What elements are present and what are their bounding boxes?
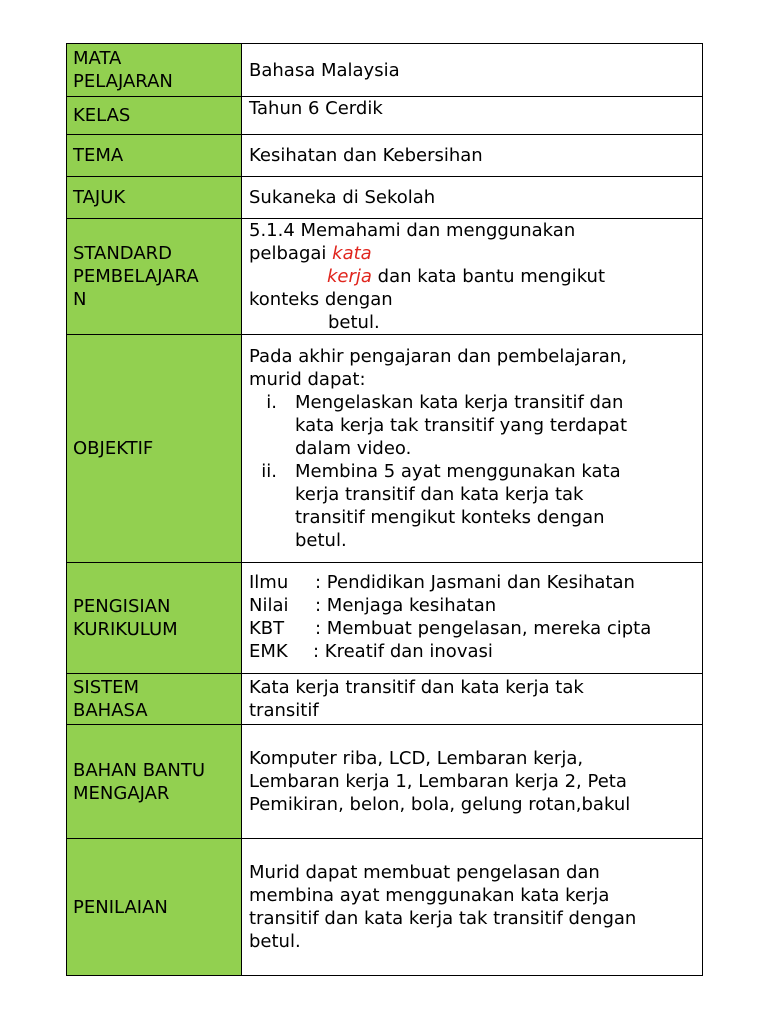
value-standard-pembelajaran (242, 219, 703, 335)
pengisian-key: EMK (249, 641, 288, 662)
value-bahan-bantu-mengajar (242, 725, 703, 839)
value-sistem-bahasa (242, 674, 703, 725)
label-line: SISTEM (73, 677, 140, 698)
label-tema: TEMA (67, 135, 242, 177)
label-sistem-bahasa (67, 674, 242, 725)
label-line: MENGAJAR (73, 782, 170, 804)
objektif-item-line: kata kerja tak transitif yang terdapat (295, 415, 628, 436)
row-tajuk (67, 177, 703, 219)
objektif-intro-line: murid dapat: (249, 369, 366, 390)
label-line: PEMBELAJARA (73, 266, 199, 287)
bahan-bantu-line: Pemikiran, belon, bola, gelung rotan,bakul (249, 794, 631, 815)
row-objektif (67, 335, 703, 563)
highlight-kerja: kerja (327, 266, 372, 287)
label-pengisian-kurikulum (67, 563, 242, 674)
pengisian-value: : Menjaga kesihatan (315, 595, 497, 616)
standard-line-3 (249, 265, 696, 288)
row-kelas (67, 97, 703, 135)
row-tema (67, 135, 703, 177)
pengisian-key: Ilmu (249, 572, 289, 593)
objektif-item-line: kerja transitif dan kata kerja tak (295, 484, 584, 505)
label-tajuk: TAJUK (67, 177, 242, 219)
penilaian-line: Murid dapat membuat pengelasan dan (249, 862, 600, 883)
objektif-item-number: i. (266, 392, 277, 413)
label-line: PELAJARAN (73, 71, 173, 92)
label-bahan-bantu-mengajar (67, 725, 242, 839)
bahan-bantu-line: Komputer riba, LCD, Lembaran kerja, (249, 748, 584, 769)
objektif-item-number: ii. (261, 461, 277, 482)
objektif-list (249, 391, 696, 552)
objektif-item-line: betul. (295, 530, 347, 551)
standard-line-5: betul. (328, 312, 380, 333)
standard-text: pelbagai (249, 243, 333, 264)
bahan-bantu-line: Lembaran kerja 1, Lembaran kerja 2, Peta (249, 771, 627, 792)
value-kelas (242, 97, 703, 135)
row-mata-pelajaran (67, 44, 703, 97)
pengisian-value: : Kreatif dan inovasi (313, 641, 493, 662)
label-standard-pembelajaran (67, 219, 242, 335)
kelas-text: Tahun 6 Cerdik (249, 98, 383, 119)
row-sistem-bahasa (67, 674, 703, 725)
row-bahan-bantu-mengajar (67, 725, 703, 839)
highlight-kata: kata (332, 243, 372, 264)
objektif-item (249, 391, 696, 460)
label-line: STANDARD (73, 243, 173, 264)
value-tema: Kesihatan dan Kebersihan (242, 135, 703, 177)
label-line: KURIKULUM (73, 619, 178, 640)
label-objektif: OBJEKTIF (67, 335, 242, 563)
pengisian-entry (249, 571, 696, 594)
value-penilaian (242, 839, 703, 976)
standard-line-2 (249, 242, 696, 265)
label-line: MATA (73, 48, 122, 69)
sistem-bahasa-line: transitif (249, 700, 319, 721)
pengisian-key: KBT (249, 618, 285, 639)
value-pengisian-kurikulum (242, 563, 703, 674)
value-tajuk: Sukaneka di Sekolah (242, 177, 703, 219)
row-standard-pembelajaran (67, 219, 703, 335)
value-mata-pelajaran: Bahasa Malaysia (242, 44, 703, 97)
row-pengisian-kurikulum (67, 563, 703, 674)
label-penilaian: PENILAIAN (67, 839, 242, 976)
pengisian-entry (249, 617, 696, 640)
pengisian-entry (249, 640, 696, 663)
standard-text: dan kata bantu mengikut (371, 266, 606, 287)
pengisian-entry (249, 594, 696, 617)
pengisian-value: : Membuat pengelasan, mereka cipta (315, 618, 652, 639)
objektif-item-line: Membina 5 ayat menggunakan kata (295, 461, 621, 482)
label-line: N (73, 289, 87, 310)
penilaian-line: membina ayat menggunakan kata kerja (249, 885, 610, 906)
objektif-item-line: Mengelaskan kata kerja transitif dan (295, 392, 624, 413)
row-penilaian (67, 839, 703, 976)
penilaian-line: betul. (249, 931, 301, 952)
label-line: BAHAN BANTU (73, 759, 205, 781)
objektif-intro-line: Pada akhir pengajaran dan pembelajaran, (249, 346, 627, 367)
objektif-item-line: transitif mengikut konteks dengan (295, 507, 605, 528)
label-line: PENGISIAN (73, 596, 171, 617)
pengisian-value: : Pendidikan Jasmani dan Kesihatan (315, 572, 635, 593)
objektif-item-line: dalam video. (295, 438, 412, 459)
label-kelas: KELAS (67, 97, 242, 135)
objektif-item (249, 460, 696, 552)
standard-line-4: konteks dengan (249, 289, 393, 310)
standard-line-1: 5.1.4 Memahami dan menggunakan (249, 220, 576, 241)
sistem-bahasa-line: Kata kerja transitif dan kata kerja tak (249, 677, 584, 698)
pengisian-key: Nilai (249, 595, 289, 616)
value-objektif (242, 335, 703, 563)
lesson-plan-table (66, 43, 703, 976)
label-mata-pelajaran (67, 44, 242, 97)
label-line: BAHASA (73, 700, 148, 721)
penilaian-line: transitif dan kata kerja tak transitif dengan (249, 908, 637, 929)
